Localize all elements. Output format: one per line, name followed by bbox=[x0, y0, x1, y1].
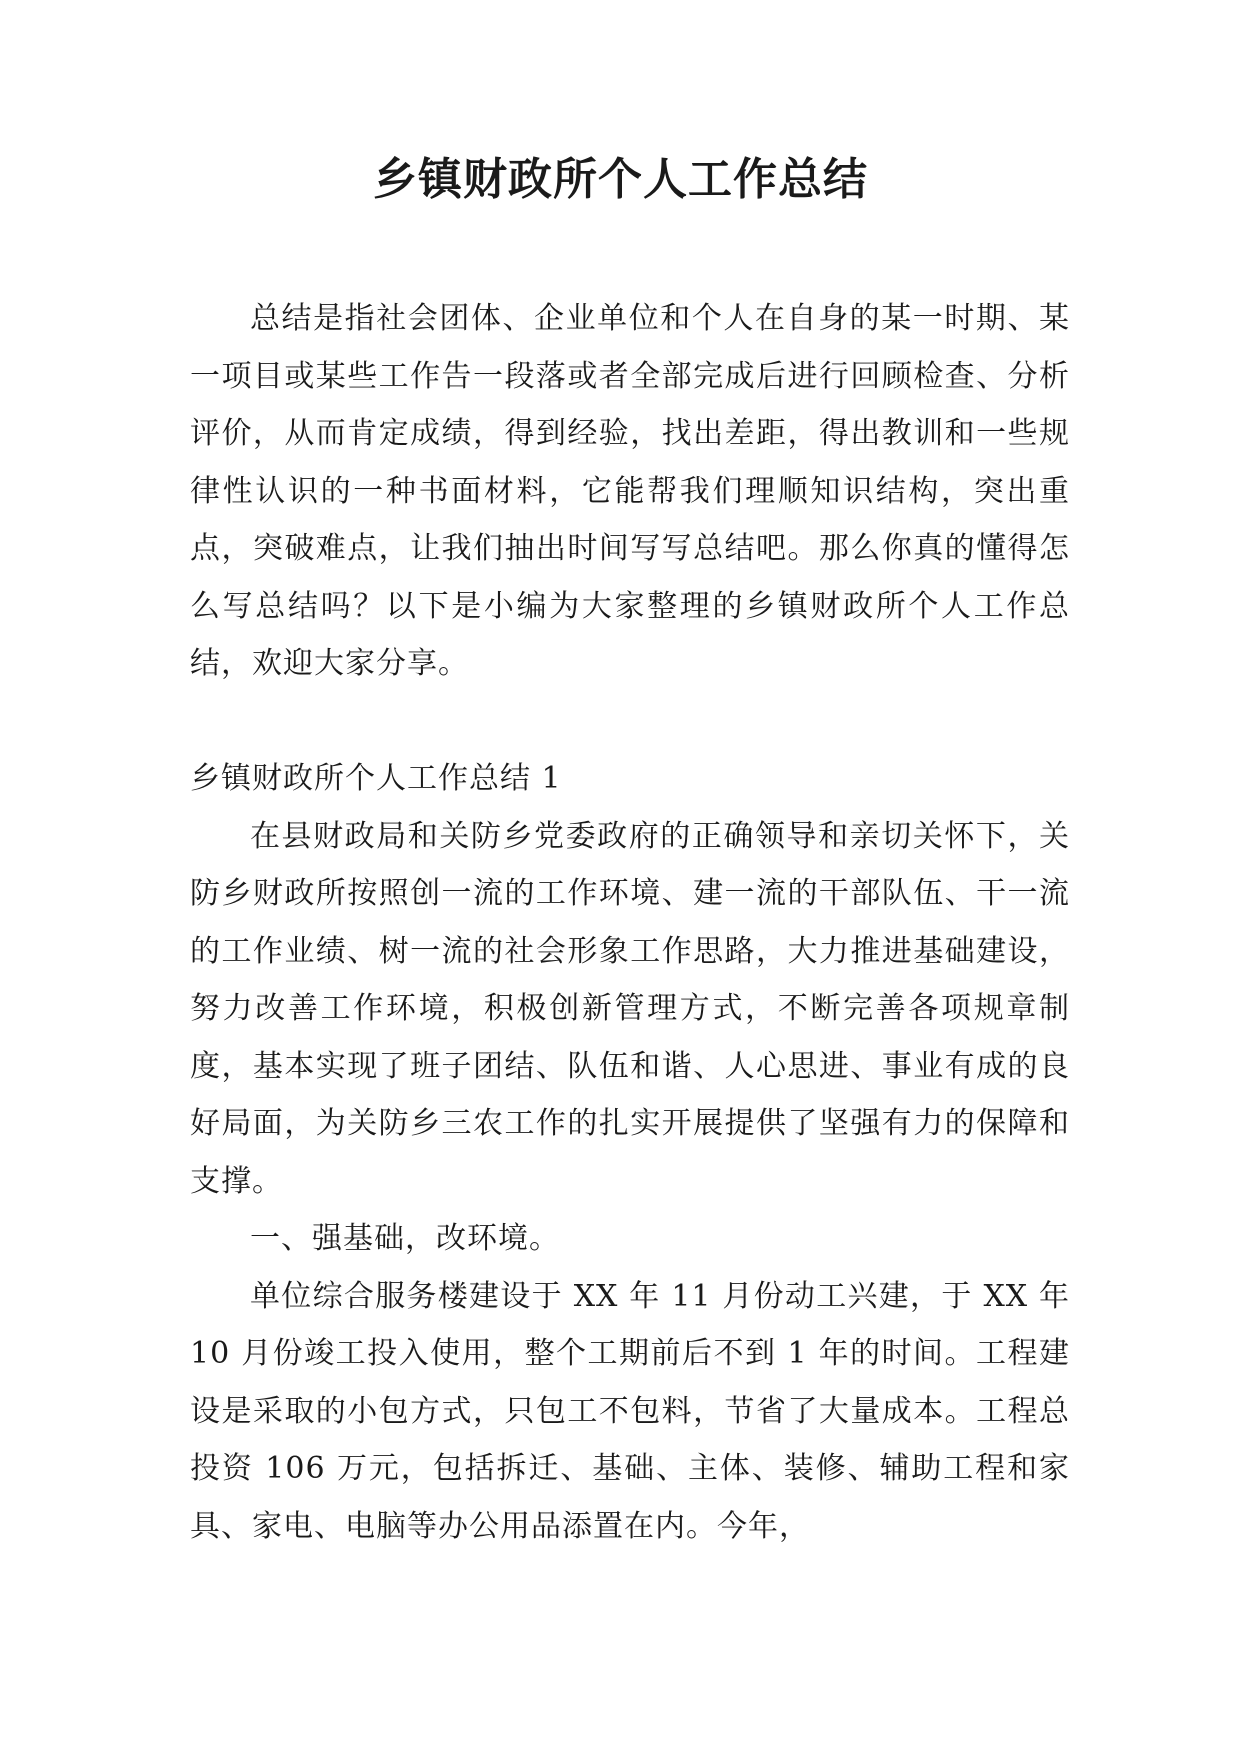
document-body bbox=[190, 290, 1070, 1555]
intro-paragraph: 总结是指社会团体、企业单位和个人在自身的某一时期、某一项目或某些工作告一段落或者全部完成后进行回顾检查、分析评价，从而肯定成绩，得到经验，找出差距，得出教训和一些规律性认识的一种书面材料，它能帮我们理顺知识结构，突出重点，突破难点，让我们抽出时间写写总结吧。那么你真的懂得怎么写总结吗？以下是小编为大家整理的乡镇财政所个人工作总结，欢迎大家分享。 bbox=[190, 301, 1070, 681]
document-title: 乡镇财政所个人工作总结 bbox=[373, 154, 868, 205]
section-paragraph: 在县财政局和关防乡党委政府的正确领导和亲切关怀下，关防乡财政所按照创一流的工作环境、建一流的干部队伍、干一流的工作业绩、树一流的社会形象工作思路，大力推进基础建设，努力改善工作环境，积极创新管理方式，不断完善各项规章制度，基本实现了班子团结、队伍和谐、人心思进、事业有成的良好局面，为关防乡三农工作的扎实开展提供了坚强有力的保障和支撑。 bbox=[190, 818, 1070, 1199]
section-paragraph: 单位综合服务楼建设于 XX 年 11 月份动工兴建，于 XX 年 10 月份竣工投入使用，整个工期前后不到 1 年的时间。工程建设是采取的小包方式，只包工不包料，节省了大量成本。工程总投资 106 万元，包括拆迁、基础、主体、装修、辅助工程和家具、家电、电脑等办公用品添置在内。今年， bbox=[190, 1278, 1070, 1544]
section-heading: 乡镇财政所个人工作总结 1 bbox=[190, 761, 562, 796]
sub-heading: 一、强基础，改环境。 bbox=[250, 1221, 560, 1256]
